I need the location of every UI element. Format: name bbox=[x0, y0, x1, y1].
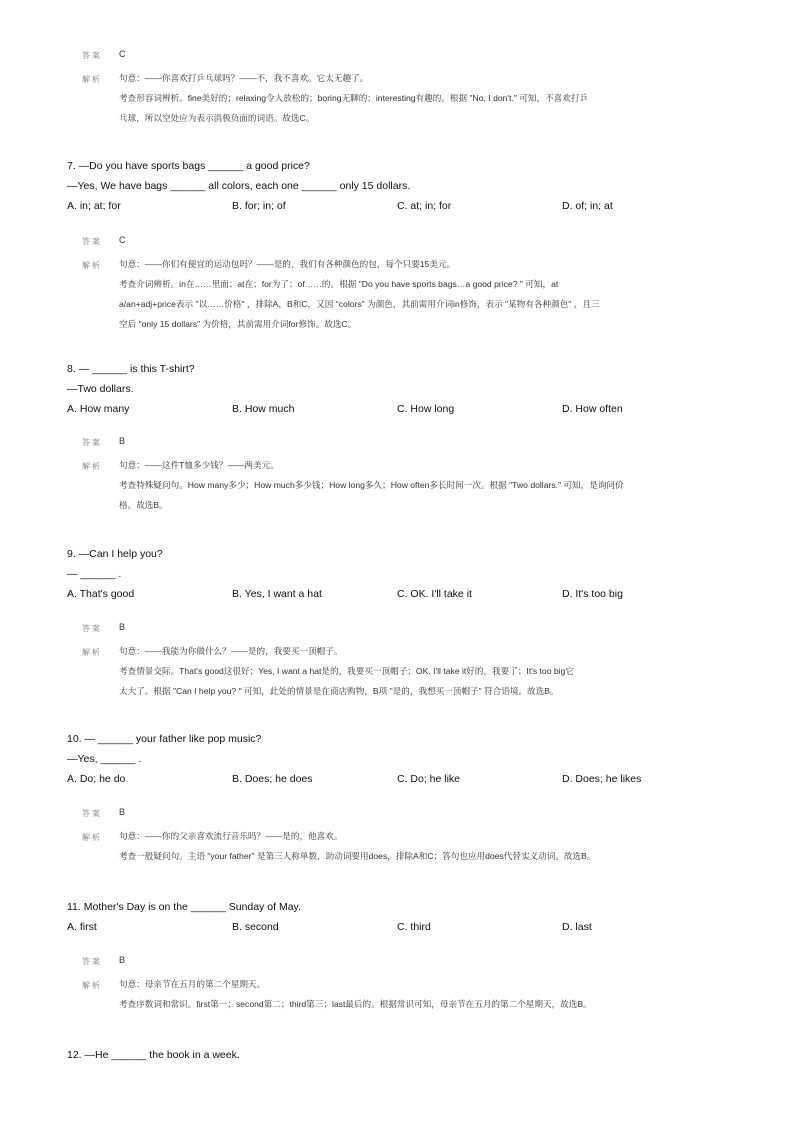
answer-value: B bbox=[119, 955, 126, 965]
explanation-line: 考查特殊疑问句。How many多少；How much多少钱；How long多久；How often多长时间一次。根据 "Two dollars." 可知，是询问价 bbox=[119, 480, 624, 490]
option-c: C. OK. I'll take it bbox=[397, 588, 472, 600]
option-b: B. Yes, I want a hat bbox=[232, 588, 322, 600]
question-stem: —Two dollars. bbox=[67, 383, 134, 395]
explanation-line: a/an+adj+price表示 "以……价格" ，排除A，B和C，又因 "colors" 为颜色，其前需用介词in修饰，表示 "某物有各种颜色" ，且三 bbox=[119, 299, 600, 309]
explanation-line: 句意：——你们有便宜的运动包吗？——是的，我们有各种颜色的包，每个只要15美元。 bbox=[119, 259, 456, 269]
answer-value: B bbox=[119, 807, 126, 817]
question-stem: —Yes, We have bags ______ all colors, each one ______ only 15 dollars. bbox=[67, 180, 411, 192]
option-d: D. last bbox=[562, 921, 592, 933]
explanation bbox=[119, 641, 719, 701]
option-d: D. Does; he likes bbox=[562, 773, 642, 785]
answer-value: C bbox=[119, 49, 126, 59]
question-stem: —Yes, ______ . bbox=[67, 753, 142, 765]
option-c: C. How long bbox=[397, 403, 455, 415]
answer-value: B bbox=[119, 622, 126, 632]
explanation-line: 句意：——我能为你做什么？——是的，我要买一顶帽子。 bbox=[119, 646, 343, 656]
option-d: D. It's too big bbox=[562, 588, 623, 600]
option-d: D. of; in; at bbox=[562, 200, 613, 212]
option-c: C. at; in; for bbox=[397, 200, 452, 212]
explanation-line: 句意：母亲节在五月的第二个星期天。 bbox=[119, 979, 266, 989]
explanation-label: 解析 bbox=[82, 833, 102, 842]
question-stem: — ______ . bbox=[67, 568, 122, 580]
question-stem: 11. Mother's Day is on the ______ Sunday of May. bbox=[67, 901, 301, 913]
answer-label: 答案 bbox=[82, 809, 102, 818]
explanation-label: 解析 bbox=[82, 981, 102, 990]
explanation-line: 句意：——这件T恤多少钱？——两美元。 bbox=[119, 460, 279, 470]
explanation bbox=[119, 826, 719, 866]
explanation-label: 解析 bbox=[82, 75, 102, 84]
explanation-label: 解析 bbox=[82, 648, 102, 657]
answer-label: 答案 bbox=[82, 438, 102, 447]
explanation-line: 乓球，所以空处应为表示消极负面的词语。故选C。 bbox=[119, 113, 315, 123]
explanation-line: 句意：——你的父亲喜欢流行音乐吗？——是的，他喜欢。 bbox=[119, 831, 343, 841]
explanation-label: 解析 bbox=[82, 261, 102, 270]
answer-value: B bbox=[119, 436, 126, 446]
option-a: A. in; at; for bbox=[67, 200, 121, 212]
explanation bbox=[119, 68, 719, 128]
answer-label: 答案 bbox=[82, 624, 102, 633]
question-stem: 9. —Can I help you? bbox=[67, 548, 163, 560]
answer-label: 答案 bbox=[82, 51, 102, 60]
question-stem: 7. —Do you have sports bags ______ a good price? bbox=[67, 160, 310, 172]
option-a: A. That's good bbox=[67, 588, 135, 600]
explanation-label: 解析 bbox=[82, 462, 102, 471]
option-a: A. Do; he do bbox=[67, 773, 126, 785]
explanation-line: 考查一般疑问句。主语 "your father" 是第三人称单数，助动词要用does，排除A和C；答句也应用does代替实义动词。故选B。 bbox=[119, 851, 596, 861]
option-c: C. Do; he like bbox=[397, 773, 461, 785]
explanation-line: 太大了。根据 "Can I help you? " 可知，此处的情景是在商店购物，B项 "是的，我想买一顶帽子" 符合语境。故选B。 bbox=[119, 686, 559, 696]
explanation-line: 格。故选B。 bbox=[119, 500, 168, 510]
option-b: B. second bbox=[232, 921, 279, 933]
answer-label: 答案 bbox=[82, 957, 102, 966]
explanation-line: 考查情景交际。That's good这很好；Yes, I want a hat是的，我要买一顶帽子；OK. I'll take it好的，我要了；It's too big它 bbox=[119, 666, 574, 676]
option-b: B. for; in; of bbox=[232, 200, 286, 212]
option-a: A. How many bbox=[67, 403, 130, 415]
explanation-line: 考查序数词和常识。first第一；second第二；third第三；last最后的。根据常识可知，母亲节在五月的第二个星期天，故选B。 bbox=[119, 999, 592, 1009]
explanation bbox=[119, 455, 719, 515]
explanation-line: 空后 "only 15 dollars" 为价格，其前需用介词for修饰。故选C。 bbox=[119, 319, 357, 329]
answer-value: C bbox=[119, 235, 126, 245]
option-a: A. first bbox=[67, 921, 97, 933]
explanation-line: 考查形容词辨析。fine美好的；relaxing令人放松的；boring无聊的；interesting有趣的。根据 "No, I don't." 可知，不喜欢打乒 bbox=[119, 93, 589, 103]
option-d: D. How often bbox=[562, 403, 623, 415]
option-c: C. third bbox=[397, 921, 431, 933]
explanation bbox=[119, 974, 719, 1014]
explanation-line: 句意：——你喜欢打乒乓球吗？——不，我不喜欢。它太无趣了。 bbox=[119, 73, 369, 83]
option-b: B. Does; he does bbox=[232, 773, 313, 785]
answer-label: 答案 bbox=[82, 237, 102, 246]
explanation-line: 考查介词辨析。in在……里面；at在；for为了；of……的。根据 "Do you have sports bags…a good price? " 可知，at bbox=[119, 279, 559, 289]
question-stem: 12. —He ______ the book in a week. bbox=[67, 1049, 240, 1061]
option-b: B. How much bbox=[232, 403, 295, 415]
question-stem: 10. — ______ your father like pop music? bbox=[67, 733, 262, 745]
question-stem: 8. — ______ is this T-shirt? bbox=[67, 363, 195, 375]
explanation bbox=[119, 254, 719, 334]
